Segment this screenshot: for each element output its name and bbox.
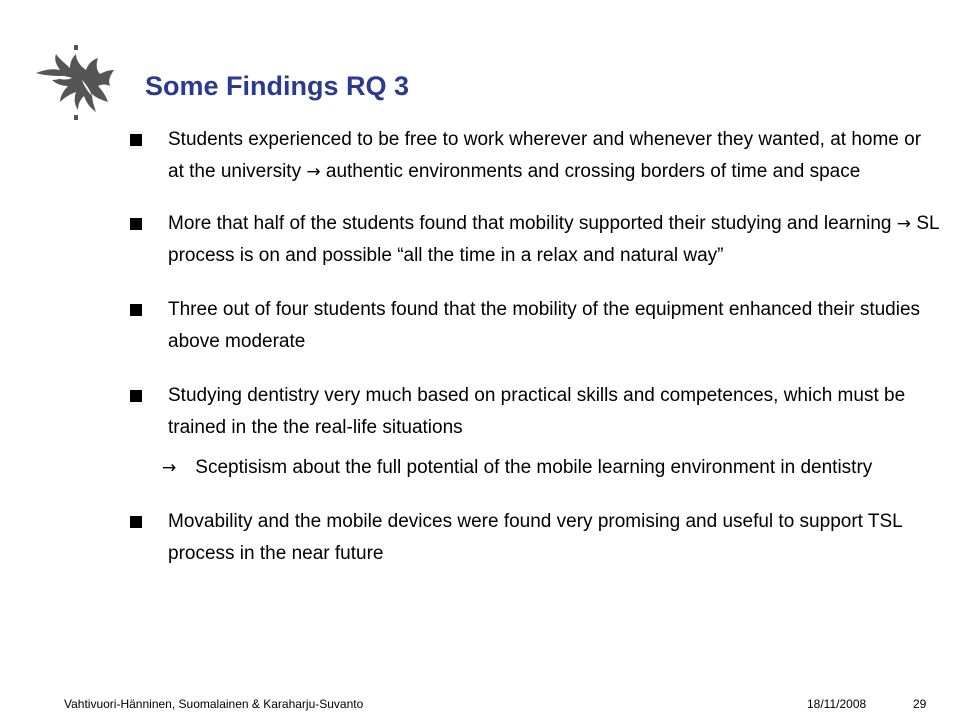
arrow-right-icon: → [896, 214, 912, 234]
finding-bullet [130, 380, 940, 444]
arrow-right-icon: → [306, 162, 321, 182]
bullet-text: SL process is on and possible “all the time in a relax and natural way” [168, 213, 939, 266]
square-bullet-icon [130, 218, 142, 230]
findings-list [130, 124, 940, 570]
square-bullet-icon [130, 304, 142, 316]
finding-bullet [130, 124, 940, 188]
slide-title: Some Findings RQ 3 [145, 71, 410, 101]
footer-date: 18/11/2008 [807, 697, 867, 711]
subpoint-text: Sceptisism about the full potential of the mobile learning environment in dentistry [190, 457, 873, 478]
arrow-right-icon: → [162, 458, 177, 478]
bullet-text: Movability and the mobile devices were found very promising and useful to support TSL process in the near future [168, 511, 903, 564]
university-logo-icon [30, 40, 120, 130]
bullet-text: Students experienced to be free to work wherever and whenever they wanted, at home or at the university [168, 129, 922, 182]
bullet-text: Studying dentistry very much based on practical skills and competences, which must be trained in the the real-life situations [168, 385, 906, 438]
bullet-text: More that half of the students found that mobility supported their studying and learning [168, 213, 897, 234]
finding-subpoint [130, 452, 940, 484]
finding-bullet [130, 294, 940, 358]
bullet-text: authentic environments and crossing borders of time and space [320, 161, 861, 182]
finding-bullet [130, 506, 940, 570]
square-bullet-icon [130, 134, 142, 146]
slide-number: 29 [913, 697, 927, 711]
square-bullet-icon [130, 516, 142, 528]
footer-authors: Vahtivuori-Hänninen, Suomalainen & Karaharju-Suvanto [64, 697, 364, 711]
finding-bullet [130, 208, 940, 272]
square-bullet-icon [130, 390, 142, 402]
bullet-text: Three out of four students found that the mobility of the equipment enhanced their studies above moderate [168, 299, 921, 352]
